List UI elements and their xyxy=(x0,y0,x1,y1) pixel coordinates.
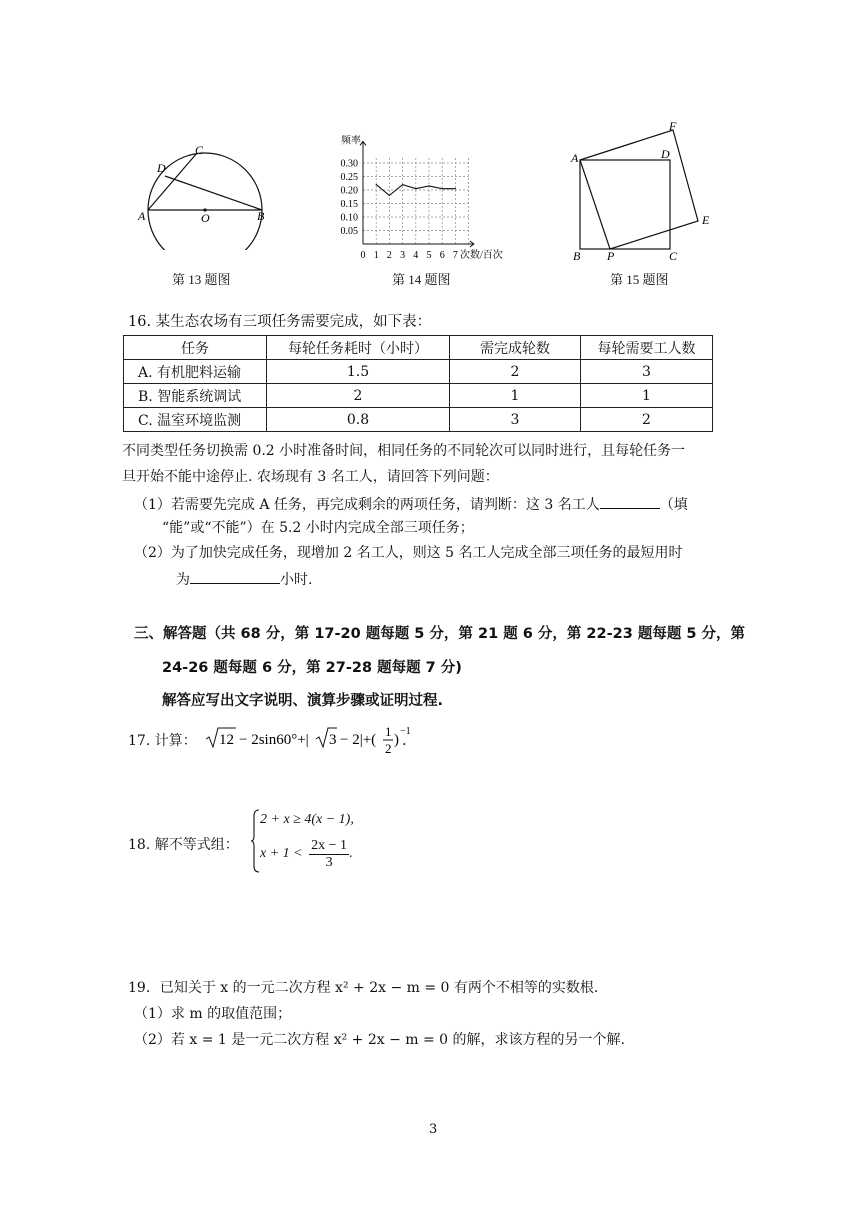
x-tick-label: 3 xyxy=(400,250,406,261)
table-cell: 2 xyxy=(450,360,581,384)
q19-line1: 19．已知关于 x 的一元二次方程 x² + 2x − m = 0 有两个不相等的实数根. xyxy=(128,980,599,996)
svg-text:12: 12 xyxy=(219,732,234,748)
table-header-cell: 每轮任务耗时（小时） xyxy=(267,336,450,360)
figure-14 xyxy=(318,132,523,262)
table-header-cell: 需完成轮数 xyxy=(450,336,581,360)
x-tick-label: 7 xyxy=(452,250,458,261)
table-header-row xyxy=(124,336,713,360)
section3-heading-line1: 三、解答题（共 68 分，第 17-20 题每题 5 分，第 21 题 6 分，第 22-23 题每题 5 分，第 xyxy=(134,626,746,642)
table-row xyxy=(124,360,713,384)
q18-fraction xyxy=(309,838,349,871)
svg-text:− 2|+(: − 2|+( xyxy=(340,732,377,748)
label-E: E xyxy=(702,213,710,227)
label-O: O xyxy=(201,211,210,225)
q16-part1-line1 xyxy=(134,493,688,515)
y-tick-label: 0.05 xyxy=(340,226,358,237)
answer-blank-1[interactable] xyxy=(600,493,660,509)
q17-label: 17. 计算： xyxy=(128,733,197,749)
table-cell: 2 xyxy=(581,408,713,432)
q18-system xyxy=(250,808,370,874)
page-number: 3 xyxy=(429,1122,438,1137)
y-tick-label: 0.10 xyxy=(340,212,358,224)
q16-part2-prefix: 为 xyxy=(176,572,190,588)
q17-formula xyxy=(203,720,423,760)
x-axis-label: 次数/百次 xyxy=(460,250,503,261)
table-header-cell: 每轮需要工人数 xyxy=(581,336,713,360)
q16-desc-line1: 不同类型任务切换需 0.2 小时准备时间，相同任务的不同轮次可以同时进行，且每轮任务一 xyxy=(122,443,686,459)
q16-part2-line2 xyxy=(176,568,312,590)
svg-text:1: 1 xyxy=(385,724,392,739)
table-cell: 1.5 xyxy=(267,360,450,384)
table-cell: 3 xyxy=(450,408,581,432)
label-D: D xyxy=(157,161,166,175)
figure-14-caption: 第 14 题图 xyxy=(392,272,451,287)
y-tick-label: 0.15 xyxy=(340,199,358,210)
figure-15 xyxy=(565,118,715,263)
x-tick-label: 5 xyxy=(426,250,432,261)
figure-13-caption: 第 13 题图 xyxy=(172,272,231,287)
label-C: C xyxy=(669,249,678,263)
q18-line1: 2 + x ≥ 4(x − 1), xyxy=(260,812,354,827)
x-tick-label: 0 xyxy=(360,250,366,261)
figure-14-chart xyxy=(318,132,523,262)
y-tick-label: 0.30 xyxy=(340,158,358,170)
data-point xyxy=(402,184,403,185)
q16-part1-suffix: （填 xyxy=(659,497,688,513)
table-cell: A. 有机肥料运输 xyxy=(124,360,267,384)
q18-label: 18. 解不等式组： xyxy=(128,837,239,853)
label-B: B xyxy=(257,209,265,223)
section3-note: 解答应写出文字说明、演算步骤或证明过程. xyxy=(162,693,444,709)
table-cell: 1 xyxy=(450,384,581,408)
label-B: B xyxy=(573,249,581,263)
q18-numerator: 2x − 1 xyxy=(311,838,348,853)
q18-line2-end: . xyxy=(349,846,353,861)
x-tick-label: 6 xyxy=(439,250,445,261)
q16-part2-suffix: 小时. xyxy=(280,572,313,588)
y-tick-label: 0.25 xyxy=(340,172,358,183)
svg-text:3: 3 xyxy=(329,732,337,748)
svg-text:2: 2 xyxy=(385,741,392,756)
label-A: A xyxy=(138,209,146,223)
q17-expression xyxy=(203,720,423,760)
table-row xyxy=(124,384,713,408)
label-F: F xyxy=(669,119,677,133)
task-table xyxy=(123,335,713,432)
x-tick-label: 1 xyxy=(373,250,379,261)
table-header-cell: 任务 xyxy=(124,336,267,360)
brace-icon xyxy=(250,808,260,874)
y-axis-label: 频率 xyxy=(341,135,361,147)
q16-part1-line2: “能”或“不能”）在 5.2 小时内完成全部三项任务； xyxy=(162,520,474,536)
figure-13-drawing xyxy=(135,140,275,250)
data-point xyxy=(415,188,416,189)
q16-intro: 16. 某生态农场有三项任务需要完成，如下表： xyxy=(128,314,432,330)
q16-part1-text: （1）若需要先完成 A 任务，再完成剩余的两项任务，请判断：这 3 名工人 xyxy=(134,497,600,513)
svg-text:− 2sin60°+|: − 2sin60°+| xyxy=(239,732,309,748)
figure-15-caption: 第 15 题图 xyxy=(610,272,669,287)
section3-heading-line2: 24-26 题每题 6 分，第 27-28 题每题 7 分) xyxy=(162,660,462,676)
y-tick-label: 0.20 xyxy=(340,185,358,197)
data-point xyxy=(376,184,377,185)
table-cell: 1 xyxy=(581,384,713,408)
table-cell: C. 温室环境监测 xyxy=(124,408,267,432)
label-A: A xyxy=(571,151,579,165)
label-D: D xyxy=(661,147,670,161)
table-row xyxy=(124,408,713,432)
q19-line3: （2）若 x = 1 是一元二次方程 x² + 2x − m = 0 的解，求该方程的另一个解. xyxy=(134,1032,625,1048)
label-P: P xyxy=(607,249,615,263)
data-point xyxy=(389,195,390,196)
table-cell: B. 智能系统调试 xyxy=(124,384,267,408)
figure-15-drawing xyxy=(565,118,715,263)
q17-period: . xyxy=(402,733,407,749)
data-point xyxy=(442,188,443,189)
q16-desc-line2: 旦开始不能中途停止. 农场现有 3 名工人，请回答下列问题： xyxy=(122,469,499,485)
answer-blank-2[interactable] xyxy=(190,568,280,584)
table-cell: 0.8 xyxy=(267,408,450,432)
label-C: C xyxy=(195,143,204,157)
svg-text:): ) xyxy=(394,732,399,748)
figure-13 xyxy=(135,140,275,250)
svg-text:−1: −1 xyxy=(400,726,411,737)
q18-line2-left: x + 1 < xyxy=(260,846,303,861)
table-cell: 2 xyxy=(267,384,450,408)
q18-denominator: 3 xyxy=(325,855,333,870)
data-point xyxy=(428,185,429,186)
q19-line2: （1）求 m 的取值范围； xyxy=(134,1006,292,1022)
table-cell: 3 xyxy=(581,360,713,384)
data-point xyxy=(455,188,456,189)
x-tick-label: 2 xyxy=(386,250,392,261)
q16-part2-line1: （2）为了加快完成任务，现增加 2 名工人，则这 5 名工人完成全部三项任务的最短用时 xyxy=(134,545,683,561)
x-tick-label: 4 xyxy=(413,250,419,261)
q18-line2 xyxy=(260,838,353,871)
